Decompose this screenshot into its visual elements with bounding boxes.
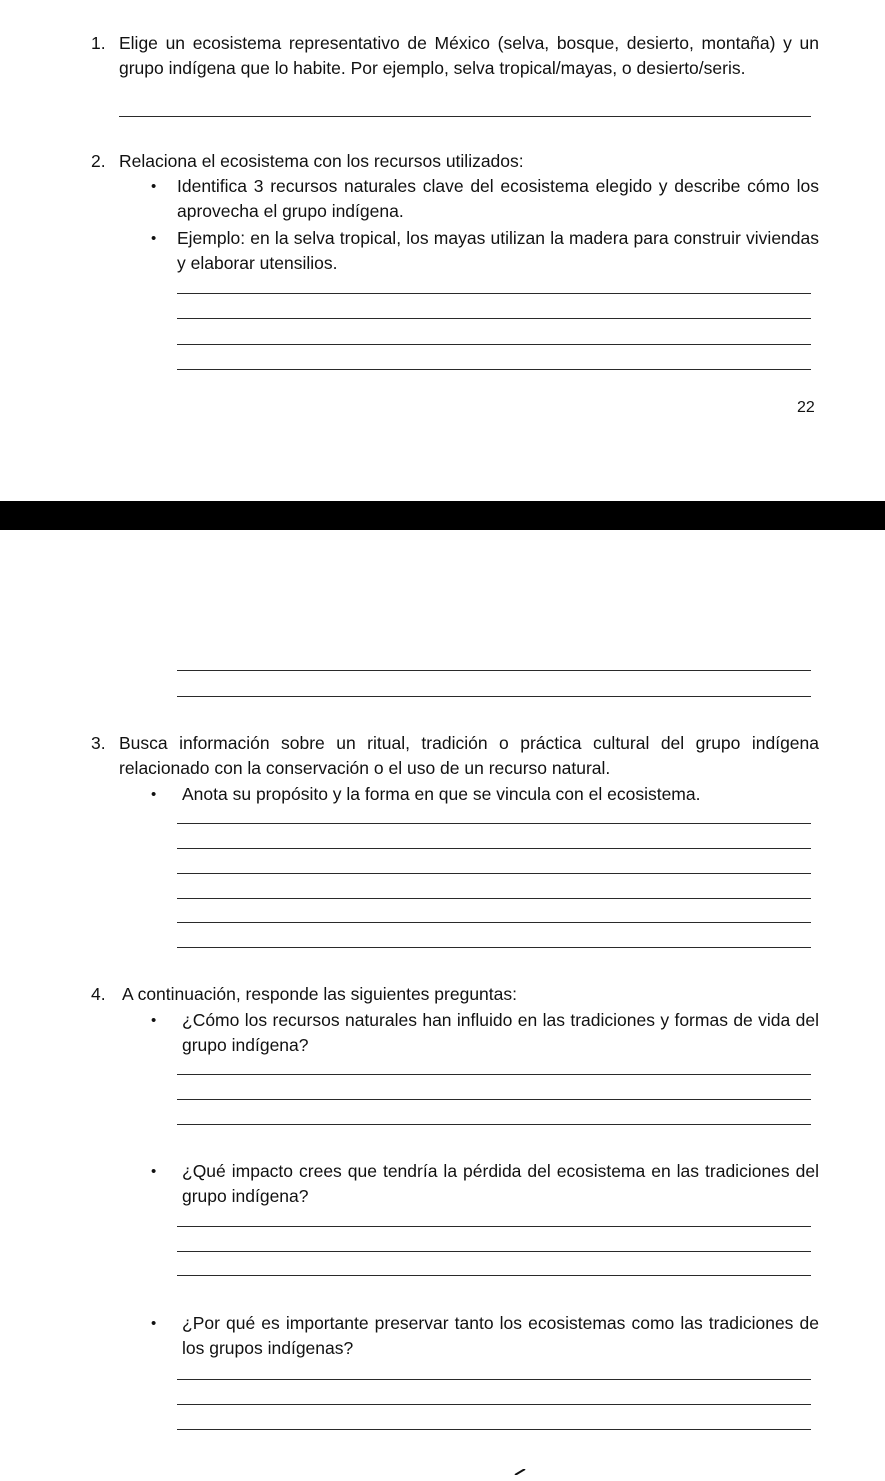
section-3-number: 3. <box>91 733 106 753</box>
section-3-text: Busca información sobre un ritual, tradición o práctica cultural del grupo indígena relacionado con la conservación o el uso de un recurso natural. <box>119 733 819 778</box>
answer-line[interactable] <box>177 922 811 923</box>
answer-line[interactable] <box>177 898 811 899</box>
answer-line[interactable] <box>177 947 811 948</box>
section-1-text: Elige un ecosistema representativo de México (selva, bosque, desierto, montaña) y un grupo indígena que lo habite. Por ejemplo, selva tropical/mayas, o desierto/seris. <box>119 33 819 78</box>
answer-line[interactable] <box>177 1124 811 1125</box>
section-4-question-3: ¿Por qué es importante preservar tanto los ecosistemas como las tradiciones de los grupos indígenas? <box>182 1313 819 1358</box>
answer-line[interactable] <box>177 1226 811 1227</box>
section-4-question-1: ¿Cómo los recursos naturales han influido en las tradiciones y formas de vida del grupo indígena? <box>182 1010 819 1055</box>
answer-line[interactable] <box>177 1099 811 1100</box>
answer-line[interactable] <box>177 1074 811 1075</box>
answer-line[interactable] <box>177 318 811 319</box>
answer-line[interactable] <box>177 1251 811 1252</box>
answer-line[interactable] <box>119 116 811 117</box>
section-2-number: 2. <box>91 151 106 171</box>
section-4-number: 4. <box>91 984 106 1004</box>
answer-line[interactable] <box>177 1275 811 1276</box>
answer-line[interactable] <box>177 293 811 294</box>
bullet-icon: • <box>151 1012 157 1029</box>
cropped-text-fragment <box>513 1469 527 1475</box>
page-number: 22 <box>797 399 815 416</box>
page-separator-band <box>0 501 885 530</box>
answer-line[interactable] <box>177 1404 811 1405</box>
bullet-icon: • <box>151 1163 157 1180</box>
section-2-text: Relaciona el ecosistema con los recursos utilizados: <box>119 151 524 171</box>
bullet-icon: • <box>151 1315 157 1332</box>
section-2-bullet-1: Identifica 3 recursos naturales clave del ecosistema elegido y describe cómo los aprovecha el grupo indígena. <box>177 176 819 221</box>
section-4-text: A continuación, responde las siguientes preguntas: <box>122 984 517 1004</box>
answer-line[interactable] <box>177 369 811 370</box>
section-2-bullet-2: Ejemplo: en la selva tropical, los mayas utilizan la madera para construir viviendas y elaborar utensilios. <box>177 228 819 273</box>
answer-line[interactable] <box>177 823 811 824</box>
bullet-icon: • <box>151 178 157 195</box>
answer-line[interactable] <box>177 344 811 345</box>
answer-line[interactable] <box>177 670 811 671</box>
answer-line[interactable] <box>177 1429 811 1430</box>
answer-line[interactable] <box>177 1379 811 1380</box>
section-1-number: 1. <box>91 33 106 53</box>
answer-line[interactable] <box>177 848 811 849</box>
bullet-icon: • <box>151 230 157 247</box>
section-3-bullet-1: Anota su propósito y la forma en que se vincula con el ecosistema. <box>182 784 701 804</box>
section-4-question-2: ¿Qué impacto crees que tendría la pérdida del ecosistema en las tradiciones del grupo indígena? <box>182 1161 819 1206</box>
answer-line[interactable] <box>177 696 811 697</box>
bullet-icon: • <box>151 786 157 803</box>
answer-line[interactable] <box>177 873 811 874</box>
